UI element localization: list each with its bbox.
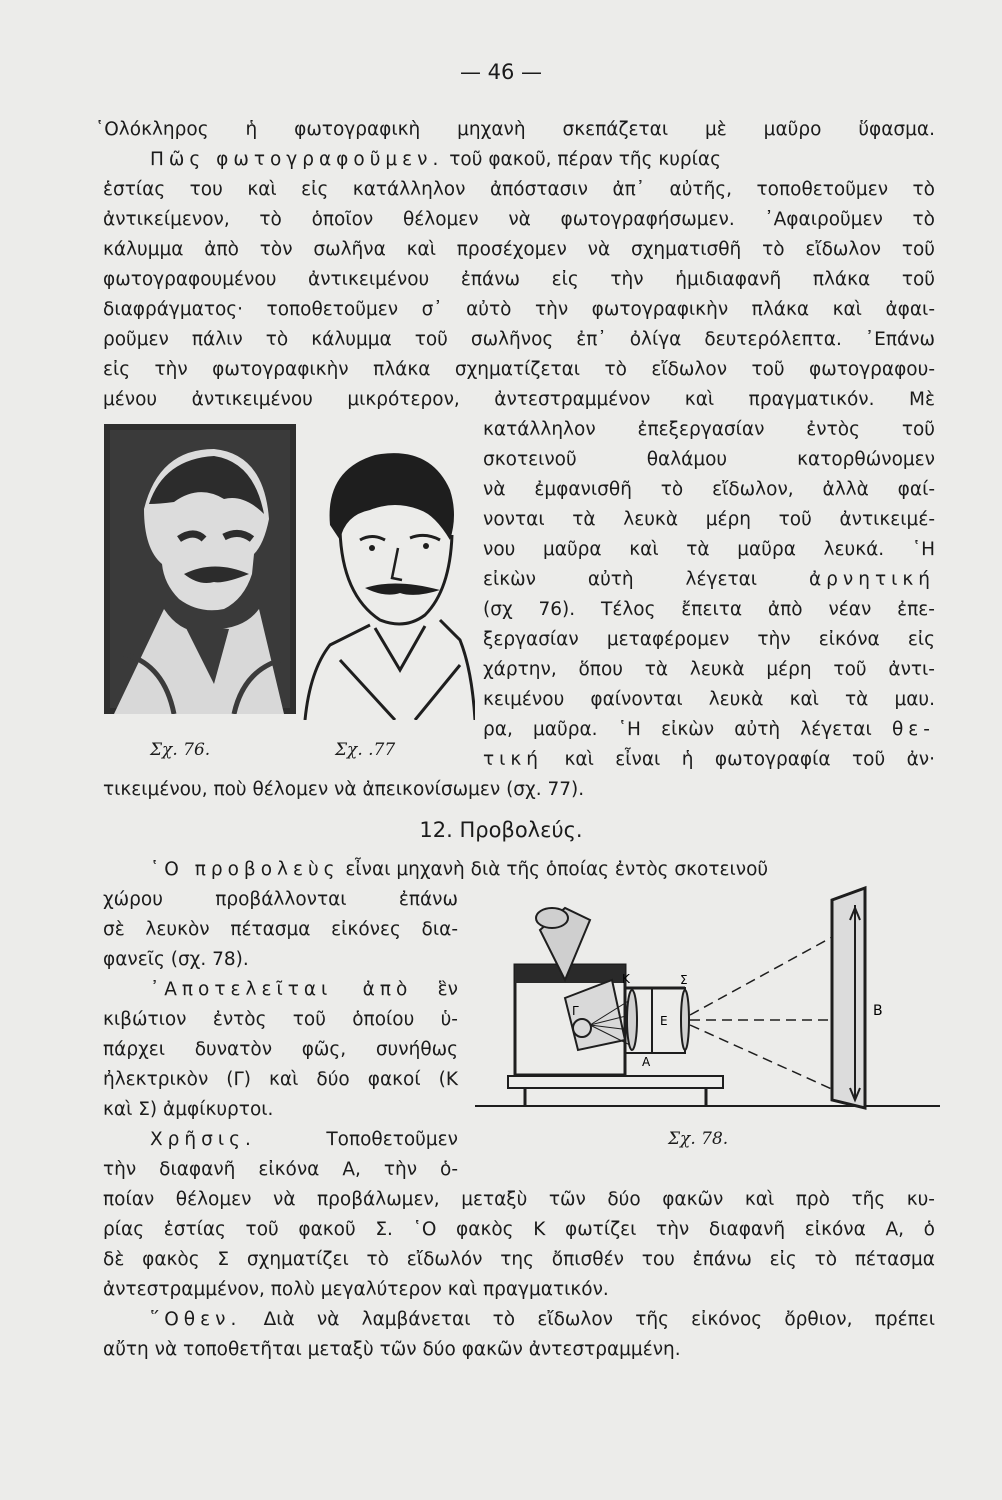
text-line: τική καὶ εἶναι ἡ φωτογραφία τοῦ ἀν· bbox=[483, 749, 935, 770]
text-line: δὲ φακὸς Σ σχηματίζει τὸ εἴδωλόν της ὄπισθέν του ἐπάνω εἰς τὸ πέτασμα bbox=[103, 1249, 935, 1270]
label-beta: Β bbox=[873, 1003, 883, 1019]
figure-77-portrait bbox=[300, 430, 475, 720]
text-line: ρίας ἑστίας τοῦ φακοῦ Σ. ῾Ο φακὸς Κ φωτίζει τὴν διαφανῆ εἰκόνα Α, ὁ bbox=[103, 1219, 935, 1240]
figure-78-projector-diagram bbox=[470, 880, 950, 1120]
page-number: — 46 — bbox=[459, 60, 543, 84]
text-line: ροῦμεν πάλιν τὸ κάλυμμα τοῦ σωλῆνος ἐπ᾿ ὀλίγα δευτερόλεπτα. ᾿Επάνω bbox=[103, 329, 935, 350]
text-line: κατάλληλον ἐπεξεργασίαν ἐντὸς τοῦ bbox=[483, 419, 935, 440]
figure-76-negative-portrait bbox=[104, 424, 296, 714]
text-line: ἠλεκτρικὸν (Γ) καὶ δύο φακοί (Κ bbox=[103, 1069, 458, 1090]
text-line: διαφράγματος· τοποθετοῦμεν σ᾿ αὐτὸ τὴν φωτογραφικὴν πλάκα καὶ ἀφαι- bbox=[103, 299, 935, 320]
text-line: τικειμένου, ποὺ θέλομεν νὰ ἀπεικονίσωμεν (σχ. 77). bbox=[103, 779, 585, 800]
text-line: καὶ Σ) ἀμφίκυρτοι. bbox=[103, 1099, 274, 1120]
label-gamma: Γ bbox=[572, 1004, 579, 1018]
text-line: τὴν διαφανῆ εἰκόνα Α, τὴν ὁ- bbox=[103, 1159, 458, 1180]
text-line: χάρτην, ὅπου τὰ λευκὰ μέρη τοῦ ἀντι- bbox=[483, 659, 935, 680]
text-line: ἀντεστραμμένον, πολὺ μεγαλύτερον καὶ πραγματικόν. bbox=[103, 1279, 609, 1300]
text-line: (σχ 76). Τέλος ἔπειτα ἀπὸ νέαν ἐπε- bbox=[483, 599, 935, 620]
text-line: ξεργασίαν μεταφέρομεν τὴν εἰκόνα εἰς bbox=[483, 629, 935, 650]
text-line: φανεῖς (σχ. 78). bbox=[103, 949, 249, 970]
text-line: κιβώτιον ἐντὸς τοῦ ὁποίου ὑ- bbox=[103, 1009, 458, 1030]
spaced-subtitle: Πῶς φωτογραφοῦμεν. τοῦ φακοῦ, πέραν τῆς κυρίας bbox=[150, 149, 721, 170]
text-line: εἰκὼν αὐτὴ λέγεται ἀρνητική bbox=[483, 569, 935, 590]
text-line: ἀντικείμενον, τὸ ὁποῖον θέλομεν νὰ φωτογραφήσωμεν. ᾿Αφαιροῦμεν τὸ bbox=[103, 209, 935, 230]
text-line: αὔτη νὰ τοποθετῆται μεταξὺ τῶν δύο φακῶν ἀντεστραμμένη. bbox=[103, 1339, 681, 1360]
text-line: νου μαῦρα καὶ τὰ μαῦρα λευκά. ῾Η bbox=[483, 539, 935, 560]
text-line: ποίαν θέλομεν νὰ προβάλωμεν, μεταξὺ τῶν δύο φακῶν καὶ πρὸ τῆς κυ- bbox=[103, 1189, 935, 1210]
text-line: πάρχει δυνατὸν φῶς, συνήθως bbox=[103, 1039, 458, 1060]
caption-fig-78: Σχ. 78. bbox=[668, 1129, 729, 1149]
text-line: χώρου προβάλλονται ἐπάνω bbox=[103, 889, 458, 910]
text-line: Χρῆσις. Τοποθετοῦμεν bbox=[150, 1129, 458, 1150]
text-line: κειμένου φαίνονται λευκὰ καὶ τὰ μαυ. bbox=[483, 689, 935, 710]
label-alpha: Α bbox=[642, 1055, 651, 1069]
text-line: σκοτεινοῦ θαλάμου κατορθώνομεν bbox=[483, 449, 935, 470]
caption-fig-76: Σχ. 76. bbox=[150, 740, 211, 760]
text-line: κάλυμμα ἀπὸ τὸν σωλῆνα καὶ προσέχομεν νὰ σχηματισθῆ τὸ εἴδωλον τοῦ bbox=[103, 239, 935, 260]
text-line: ρα, μαῦρα. ῾Η εἰκὼν αὐτὴ λέγεται θε- bbox=[483, 719, 935, 740]
text-line: νὰ ἐμφανισθῆ τὸ εἴδωλον, ἀλλὰ φαί- bbox=[483, 479, 935, 500]
text-line: ῾Ο προβολεὺς εἶναι μηχανὴ διὰ τῆς ὁποίας ἐντὸς σκοτεινοῦ bbox=[150, 859, 769, 880]
text-line: ᾿Αποτελεῖται ἀπὸ ἓν bbox=[150, 979, 458, 1000]
text-line: νονται τὰ λευκὰ μέρη τοῦ ἀντικειμέ- bbox=[483, 509, 935, 530]
text-line: σὲ λευκὸν πέτασμα εἰκόνες δια- bbox=[103, 919, 458, 940]
section-heading: 12. Προβολεύς. bbox=[419, 818, 583, 842]
text-line: εἰς τὴν φωτογραφικὴν πλάκα σχηματίζεται τὸ εἴδωλον τοῦ φωτογραφου- bbox=[103, 359, 935, 380]
label-sigma: Σ bbox=[680, 973, 688, 987]
text-line: μένου ἀντικειμένου μικρότερον, ἀντεστραμμένον καὶ πραγματικόν. Μὲ bbox=[103, 389, 935, 410]
text-line: φωτογραφουμένου ἀντικειμένου ἐπάνω εἰς τὴν ἡμιδιαφανῆ πλάκα τοῦ bbox=[103, 269, 935, 290]
label-kappa: Κ bbox=[622, 972, 630, 986]
label-epsilon: Ε bbox=[660, 1014, 668, 1028]
text-line: ῞Οθεν. Διὰ νὰ λαμβάνεται τὸ εἴδωλον τῆς εἰκόνος ὄρθιον, πρέπει bbox=[150, 1309, 935, 1330]
text-line: ἑστίας του καὶ εἰς κατάλληλον ἀπόστασιν ἀπ᾿ αὐτῆς, τοποθετοῦμεν τὸ bbox=[103, 179, 935, 200]
text-line: ῾Ολόκληρος ἡ φωτογραφικὴ μηχανὴ σκεπάζεται μὲ μαῦρο ὕφασμα. bbox=[95, 119, 935, 140]
caption-fig-77: Σχ. .77 bbox=[335, 740, 396, 760]
